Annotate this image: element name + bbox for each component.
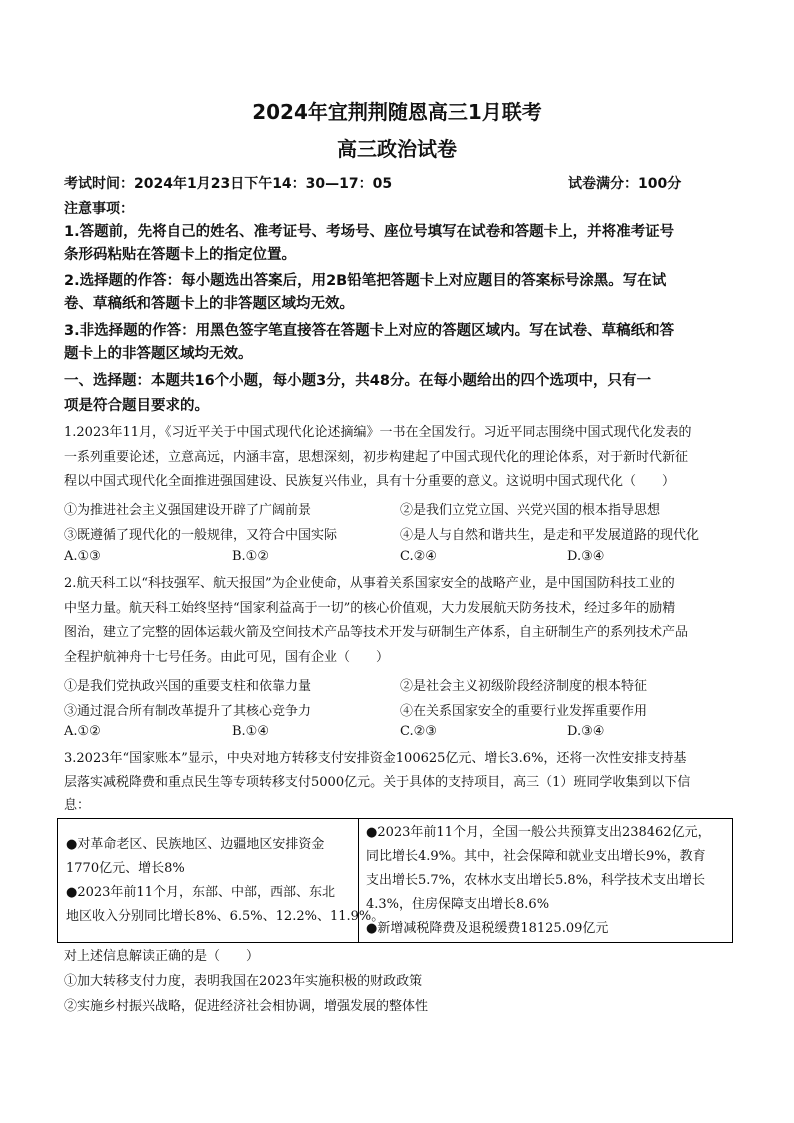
question-3-text: 3.2023年“国家账本”显示，中央对地方转移支付安排资金100625亿元、增长3.6%，还将一次性安排支持基	[64, 751, 687, 766]
section-heading: 一、选择题：本题共16个小题，每小题3分，共48分。在每小题给出的四个选项中，只有一	[64, 373, 651, 389]
notice-line: 卷、草稿纸和答题卡上的非答题区域均无效。	[64, 296, 354, 312]
info-table	[57, 818, 733, 943]
table-right-line: ●新增减税降费及退税缓费18125.09亿元	[366, 921, 609, 936]
question-1-text: 一系列重要论述，立意高远，内涵丰富，思想深刻，初步构建起了中国式现代化的理论体系，对于新时代新征	[64, 450, 689, 465]
question-3-text: 息：	[64, 798, 91, 813]
question-2-text: 全程护航神舟十七号任务。由此可见，国有企业（ ）	[64, 650, 390, 665]
table-left-line: ●对革命老区、民族地区、边疆地区安排资金	[66, 837, 325, 852]
notice-line: 题卡上的非答题区域均无效。	[64, 346, 253, 362]
question-1-item: ③既遵循了现代化的一般规律，又符合中国实际	[64, 528, 338, 543]
table-right-line: 支出增长5.7%，农林水支出增长5.8%，科学技术支出增长	[366, 873, 706, 888]
question-3-item: ①加大转移支付力度，表明我国在2023年实施积极的财政政策	[64, 974, 423, 989]
table-left-line: 地区收入分别同比增长8%、6.5%、12.2%、11.9%。	[66, 909, 385, 924]
question-2-choice-a: A.①②	[64, 724, 101, 739]
question-2-text: 图治，建立了完整的固体运载火箭及空间技术产品等技术开发与研制生产体系，自主研制生产的系列技术产品	[64, 625, 689, 640]
question-2-text: 中坚力量。航天科工始终坚持“国家利益高于一切”的核心价值观，大力发展航天防务技术，经过多年的励精	[64, 601, 676, 616]
question-3-text: 层落实减税降费和重点民生等专项转移支付5000亿元。关于具体的支持项目，高三（1）班同学收集到以下信	[64, 775, 691, 790]
table-right-line: 同比增长4.9%。其中，社会保障和就业支出增长9%，教育	[366, 849, 706, 864]
notice-line: 条形码粘贴在答题卡上的指定位置。	[64, 247, 296, 263]
table-right-line: 4.3%，住房保障支出增长8.6%	[366, 897, 550, 912]
question-2-item: ②是社会主义初级阶段经济制度的根本特征	[400, 679, 648, 694]
question-1-item: ④是人与自然和谐共生，是走和平发展道路的现代化	[400, 528, 700, 543]
question-1-text: 程以中国式现代化全面推进强国建设、民族复兴伟业，具有十分重要的意义。这说明中国式现代化（ ）	[64, 474, 676, 489]
exam-subtitle: 高三政治试卷	[337, 137, 457, 161]
table-right-line: ●2023年前11个月，全国一般公共预算支出238462亿元，	[366, 825, 711, 840]
table-left-line: 1770亿元、增长8%	[66, 861, 185, 876]
question-1-text: 1.2023年11月，《习近平关于中国式现代化论述摘编》一书在全国发行。习近平同志围绕中国式现代化发表的	[64, 425, 692, 440]
question-3-prompt: 对上述信息解读正确的是（ ）	[64, 949, 260, 964]
question-2-item: ①是我们党执政兴国的重要支柱和依靠力量	[64, 679, 312, 694]
question-1-choice-d: D.③④	[567, 549, 605, 564]
question-2-choice-d: D.③④	[567, 724, 605, 739]
question-2-text: 2.航天科工以“科技强军、航天报国”为企业使命，从事着关系国家安全的战略产业，是中国国防科技工业的	[64, 576, 675, 591]
section-heading: 项是符合题目要求的。	[64, 398, 209, 414]
table-left-line: ●2023年前11个月，东部、中部，西部、东北	[66, 885, 335, 900]
question-3-item: ②实施乡村振兴战略，促进经济社会相协调，增强发展的整体性	[64, 999, 429, 1014]
question-2-item: ③通过混合所有制改革提升了其核心竞争力	[64, 704, 312, 719]
question-1-choice-a: A.①③	[64, 549, 101, 564]
notice-line: 1.答题前，先将自己的姓名、准考证号、考场号、座位号填写在试卷和答题卡上，并将准考证号	[64, 224, 675, 240]
question-2-item: ④在关系国家安全的重要行业发挥重要作用	[400, 704, 648, 719]
exam-time: 考试时间：2024年1月23日下午14：30—17：05	[64, 176, 393, 192]
question-1-choice-c: C.②④	[400, 549, 437, 564]
exam-title: 2024年宜荆荆随恩高三1月联考	[252, 100, 542, 124]
question-1-item: ①为推进社会主义强国建设开辟了广阔前景	[64, 503, 312, 518]
question-2-choice-b: B.①④	[232, 724, 269, 739]
question-1-item: ②是我们立党立国、兴党兴国的根本指导思想	[400, 503, 661, 518]
notice-line: 2.选择题的作答：每小题选出答案后，用2B铅笔把答题卡上对应题目的答案标号涂黑。写在试	[64, 273, 667, 289]
question-2-choice-c: C.②③	[400, 724, 437, 739]
notice-heading: 注意事项：	[64, 201, 134, 217]
question-1-choice-b: B.①②	[232, 549, 269, 564]
notice-line: 3.非选择题的作答：用黑色签字笔直接答在答题卡上对应的答题区域内。写在试卷、草稿纸和答	[64, 323, 675, 339]
full-score: 试卷满分：100分	[568, 176, 682, 192]
